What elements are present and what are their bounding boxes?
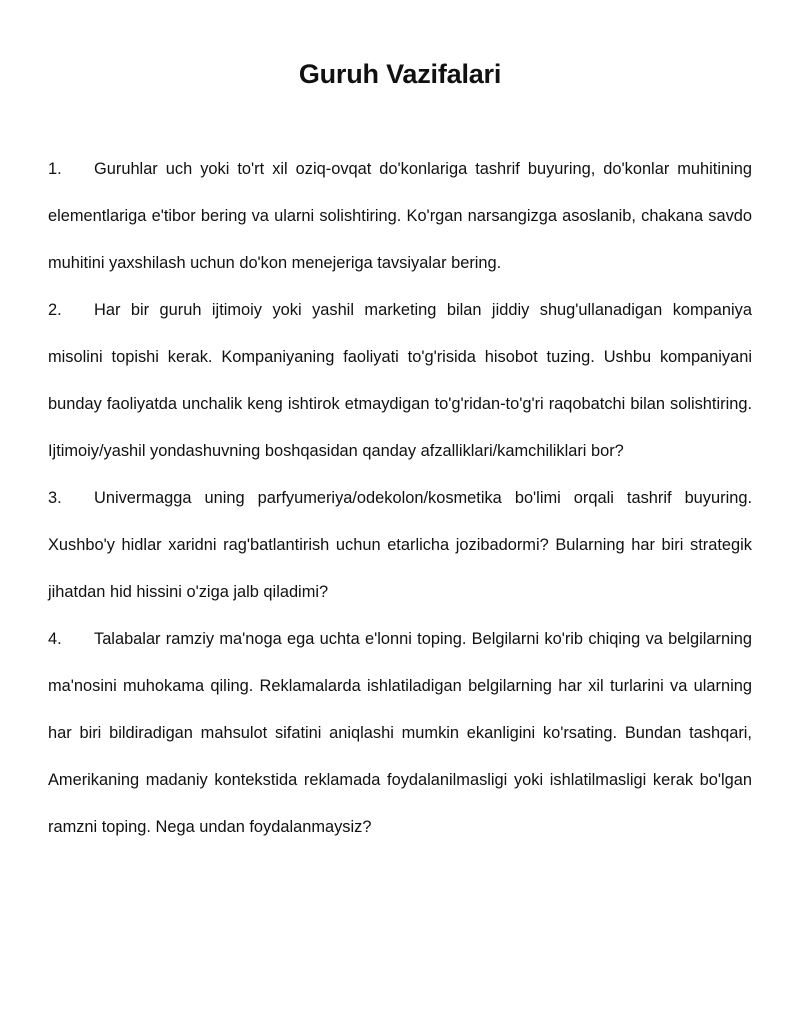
task-number: 3. xyxy=(48,489,62,507)
task-text: Guruhlar uch yoki to'rt xil oziq-ovqat do'konlariga tashrif buyuring, do'konlar muhitining elementlariga e'tibor bering va ularni solishtiring. Ko'rgan narsangizga asoslanib, chakana savdo muhitini yaxshilash uchun do'kon menejeriga tavsiyalar bering. xyxy=(48,160,752,272)
task-item-4 xyxy=(48,616,752,851)
task-item-2 xyxy=(48,287,752,475)
task-list xyxy=(48,146,752,851)
task-number: 1. xyxy=(48,160,62,178)
task-item-3 xyxy=(48,475,752,616)
task-number: 4. xyxy=(48,630,62,648)
task-text: Talabalar ramziy ma'noga ega uchta e'lonni toping. Belgilarni ko'rib chiqing va belgilarning ma'nosini muhokama qiling. Reklamalarda ishlatiladigan belgilarning har xil turlarini va ularning har biri bildiradigan mahsulot sifatini aniqlashi mumkin ekanligini ko'rsating. Bundan tashqari, Amerikaning madaniy kontekstida reklamada foydalanilmasligi yoki ishlatilmasligi kerak bo'lgan ramzni toping. Nega undan foydalanmaysiz? xyxy=(48,630,752,836)
task-text: Har bir guruh ijtimoiy yoki yashil marketing bilan jiddiy shug'ullanadigan kompaniya misolini topishi kerak. Kompaniyaning faoliyati to'g'risida hisobot tuzing. Ushbu kompaniyani bunday faoliyatda unchalik keng ishtirok etmaydigan to'g'ridan-to'g'ri raqobatchi bilan solishtiring. Ijtimoiy/yashil yondashuvning boshqasidan qanday afzalliklari/kamchiliklari bor? xyxy=(48,301,752,460)
task-number: 2. xyxy=(48,301,62,319)
task-item-1 xyxy=(48,146,752,287)
document-page xyxy=(48,50,752,851)
task-text: Univermagga uning parfyumeriya/odekolon/kosmetika bo'limi orqali tashrif buyuring. Xushbo'y hidlar xaridni rag'batlantirish uchun etarlicha jozibadormi? Bularning har biri strategik jihatdan hid hissini o'ziga jalb qiladimi? xyxy=(48,489,752,601)
document-title: Guruh Vazifalari xyxy=(298,59,502,89)
